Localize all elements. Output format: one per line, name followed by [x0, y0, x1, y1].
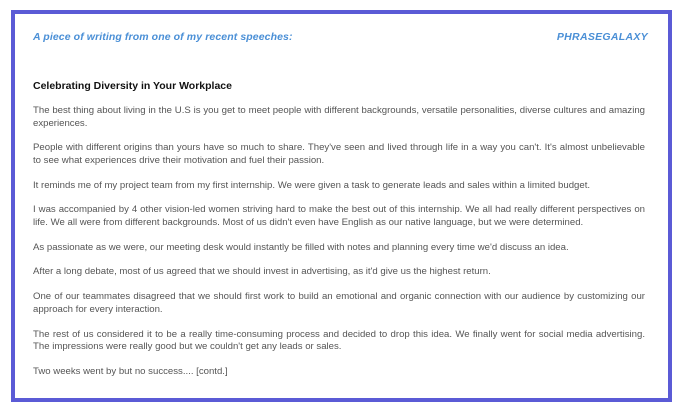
paragraph: People with different origins than yours have so much to share. They've seen and lived through life in a way you can't. It's almost unbelievable to see what experiences drive their motivation and fuel their passion. [33, 142, 645, 166]
paragraph: One of our teammates disagreed that we should first work to build an emotional and organic connection with our audience by customizing our approach for every interaction. [33, 291, 645, 315]
paragraph: I was accompanied by 4 other vision-led women striving hard to make the best out of this internship. We all had really different perspectives on life. We all were from different backgrounds. Most of us didn't even have English as our native language, but we were determined. [33, 204, 645, 228]
paragraph: The rest of us considered it to be a really time-consuming process and decided to drop this idea. We finally went for social media advertising. The impressions were really good but we couldn't get any leads or sales. [33, 328, 645, 353]
article-body [33, 105, 645, 391]
article-title: Celebrating Diversity in Your Workplace [33, 80, 232, 92]
intro-caption: A piece of writing from one of my recent speeches: [33, 31, 293, 43]
brand-name: PHRASEGALAXY [556, 31, 648, 43]
paragraph: As passionate as we were, our meeting desk would instantly be filled with notes and planning every time we'd discuss an idea. [33, 241, 569, 253]
speech-card [11, 10, 672, 402]
paragraph: It reminds me of my project team from my first internship. We were given a task to generate leads and sales within a limited budget. [33, 179, 591, 191]
paragraph: After a long debate, most of us agreed that we should invest in advertising, as it'd give us the highest return. [33, 266, 491, 278]
paragraph: Two weeks went by but no success.... [contd.] [33, 365, 228, 377]
paragraph: The best thing about living in the U.S is you get to meet people with different backgrounds, versatile personalities, diverse cultures and amazing experiences. [33, 105, 645, 129]
